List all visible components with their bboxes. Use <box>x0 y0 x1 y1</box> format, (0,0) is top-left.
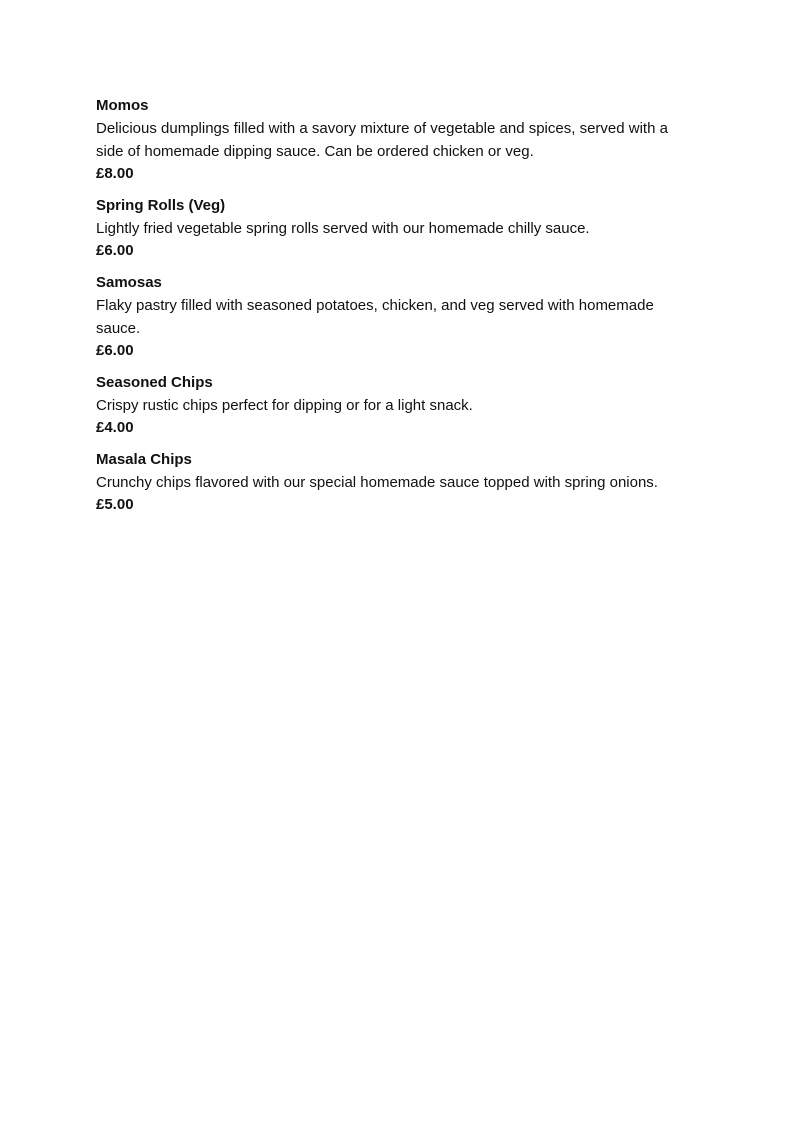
menu-item-seasoned-chips <box>96 372 696 439</box>
item-price: £8.00 <box>96 165 134 182</box>
menu-item-spring-rolls <box>96 195 696 262</box>
menu-item-samosas <box>96 272 696 362</box>
item-description: Flaky pastry filled with seasoned potatoes, chicken, and veg served with homemade sauce. <box>96 297 654 337</box>
item-name: Momos <box>96 97 149 114</box>
menu-item-momos <box>96 95 696 185</box>
item-name: Spring Rolls (Veg) <box>96 197 226 214</box>
menu-page <box>96 95 696 526</box>
item-description: Lightly fried vegetable spring rolls served with our homemade chilly sauce. <box>96 220 590 237</box>
menu-item-masala-chips <box>96 449 696 516</box>
item-description: Crunchy chips flavored with our special homemade sauce topped with spring onions. <box>96 474 658 491</box>
item-description: Crispy rustic chips perfect for dipping or for a light snack. <box>96 397 473 414</box>
item-price: £6.00 <box>96 342 134 359</box>
item-price: £4.00 <box>96 419 134 436</box>
item-description: Delicious dumplings filled with a savory mixture of vegetable and spices, served with a side of homemade dipping sauce. Can be ordered chicken or veg. <box>96 120 668 160</box>
item-name: Seasoned Chips <box>96 374 213 391</box>
item-name: Masala Chips <box>96 451 192 468</box>
item-price: £5.00 <box>96 496 134 513</box>
item-name: Samosas <box>96 274 162 291</box>
item-price: £6.00 <box>96 242 134 259</box>
